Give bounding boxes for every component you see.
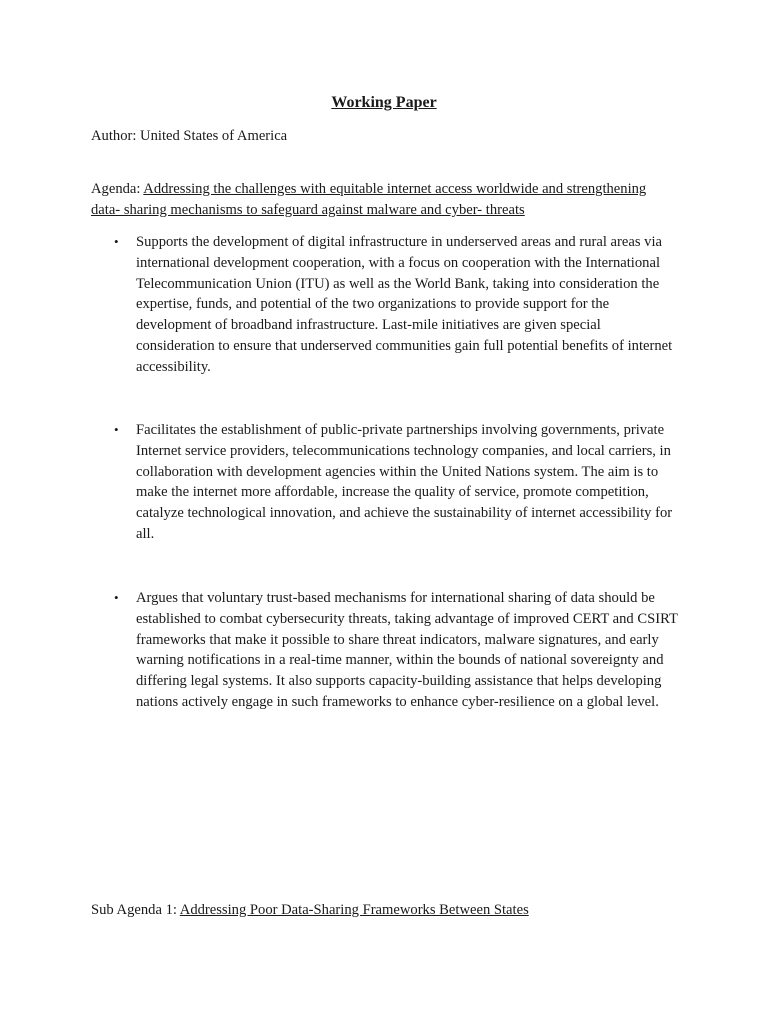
sub-agenda-label: Sub Agenda 1: [91, 902, 180, 918]
document-title: Working Paper [331, 94, 437, 111]
agenda-line [91, 179, 676, 221]
bullet-text: Supports the development of digital infrastructure in underserved areas and rural areas via international development cooperation, with a focus on cooperation with the International Telecommunication Union (ITU) as well as the World Bank, taking into consideration the expertise, funds, and potential of the two organizations to provide support for the development of broadband infrastructure. Last-mile initiatives are given special consideration to ensure that underserved communities gain full potential benefits of internet accessibility. [136, 234, 673, 375]
author-line: Author: United States of America [91, 128, 288, 144]
bullet-icon: • [114, 234, 119, 249]
agenda-label: Agenda: [91, 181, 144, 197]
agenda-text: Addressing the challenges with equitable internet access worldwide and strengthening data- sharing mechanisms to safeguard against malware and cyber- threats [91, 181, 647, 218]
sub-agenda-text: Addressing Poor Data-Sharing Frameworks Between States [179, 902, 529, 918]
bullet-icon: • [114, 422, 119, 437]
bullet-text: Facilitates the establishment of public-private partnerships involving governments, private Internet service providers, telecommunications technology companies, and local carriers, in collaboration with development agencies within the United Nations system. The aim is to make the internet more affordable, increase the quality of service, promote competition, catalyze technological innovation, and achieve the sustainability of internet accessibility for all. [136, 422, 673, 542]
bullet-text: Argues that voluntary trust-based mechanisms for international sharing of data should be established to combat cybersecurity threats, taking advantage of improved CERT and CSIRT frameworks that make it possible to share threat indicators, malware signatures, and early warning notifications in a real-time manner, within the bounds of national sovereignty and differing legal systems. It also supports capacity-building assistance that helps developing nations actively engage in such frameworks to enhance cyber-resilience on a global level. [136, 590, 678, 710]
bullet-icon: • [114, 590, 119, 605]
sub-agenda-line [91, 902, 529, 919]
